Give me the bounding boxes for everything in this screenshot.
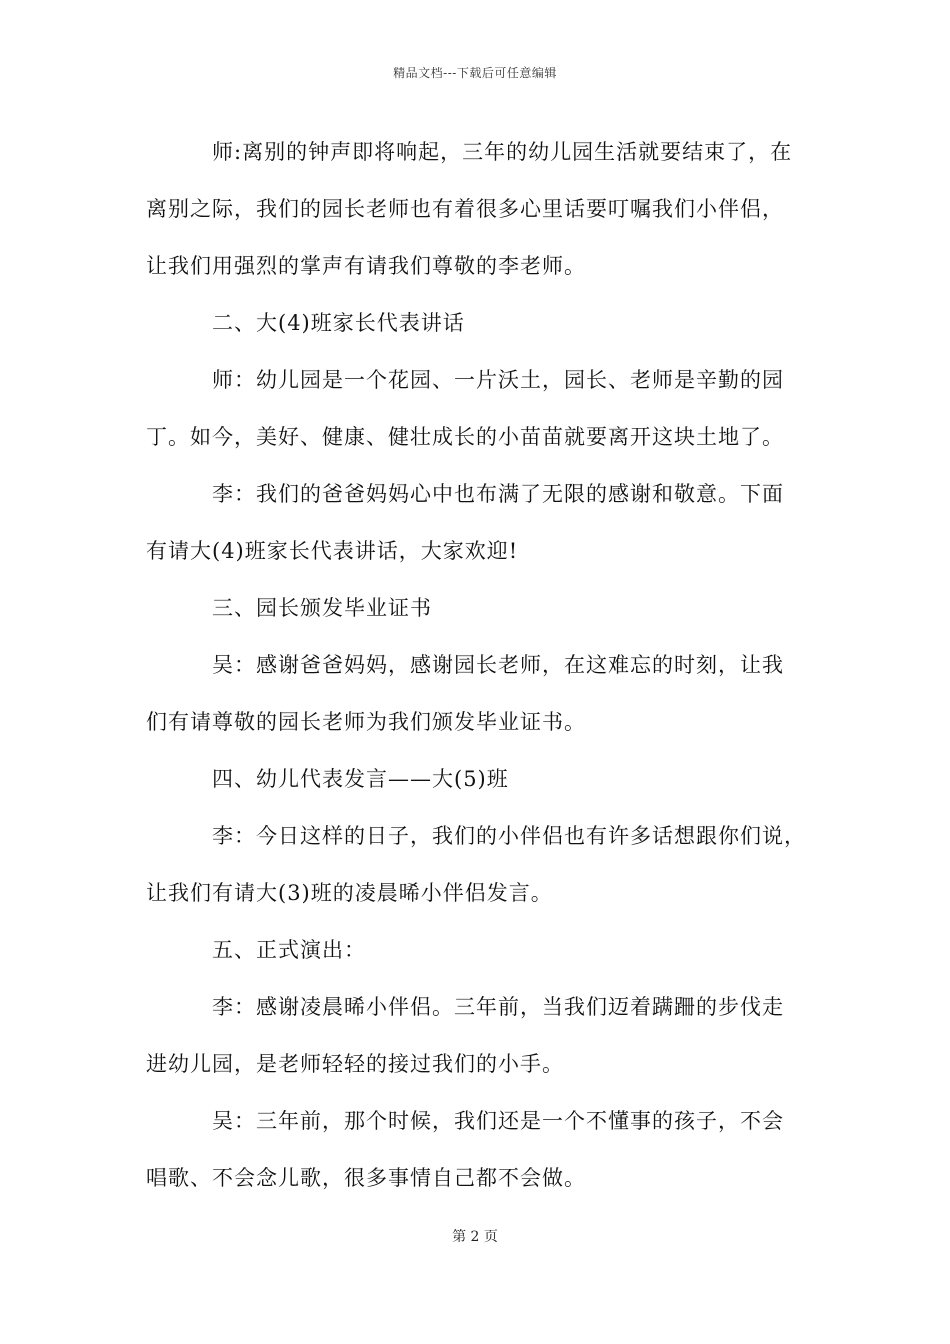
- text-line: 吴：感谢爸爸妈妈，感谢园长老师，在这难忘的时刻，让我: [212, 653, 784, 677]
- text-line: 吴：三年前，那个时候，我们还是一个不懂事的孩子，不会: [212, 1109, 784, 1133]
- text-line: 李：感谢凌晨晞小伴侣。三年前，当我们迈着蹒跚的步伐走: [212, 995, 784, 1019]
- text-line: 李：今日这样的日子，我们的小伴侣也有许多话想跟你们说，: [212, 824, 806, 848]
- text-line: 有请大(4)班家长代表讲话，大家欢迎!: [146, 539, 519, 563]
- page-header: 精品文档---下载后可任意编辑: [393, 66, 557, 80]
- section-heading: 四、幼儿代表发言——大(5)班: [212, 767, 509, 791]
- text-line: 师:离别的钟声即将响起，三年的幼儿园生活就要结束了，在: [212, 140, 793, 164]
- page-number: 第 2 页: [452, 1229, 498, 1245]
- text-line: 进幼儿园，是老师轻轻的接过我们的小手。: [146, 1052, 564, 1076]
- text-line: 离别之际，我们的园长老师也有着很多心里话要叮嘱我们小伴侣，: [146, 197, 784, 221]
- text-line: 唱歌、不会念儿歌，很多事情自己都不会做。: [146, 1166, 586, 1190]
- text-line: 李：我们的爸爸妈妈心中也布满了无限的感谢和敬意。下面: [212, 482, 784, 506]
- section-heading: 二、大(4)班家长代表讲话: [212, 311, 465, 335]
- section-heading: 三、园长颁发毕业证书: [212, 596, 432, 620]
- text-line: 让我们用强烈的掌声有请我们尊敬的李老师。: [146, 254, 586, 278]
- text-line: 让我们有请大(3)班的凌晨晞小伴侣发言。: [146, 881, 553, 905]
- section-heading: 五、正式演出：: [212, 938, 366, 962]
- text-line: 们有请尊敬的园长老师为我们颁发毕业证书。: [146, 710, 586, 734]
- text-line: 师：幼儿园是一个花园、一片沃土，园长、老师是辛勤的园: [212, 368, 784, 392]
- text-line: 丁。如今，美好、健康、健壮成长的小苗苗就要离开这块土地了。: [146, 425, 784, 449]
